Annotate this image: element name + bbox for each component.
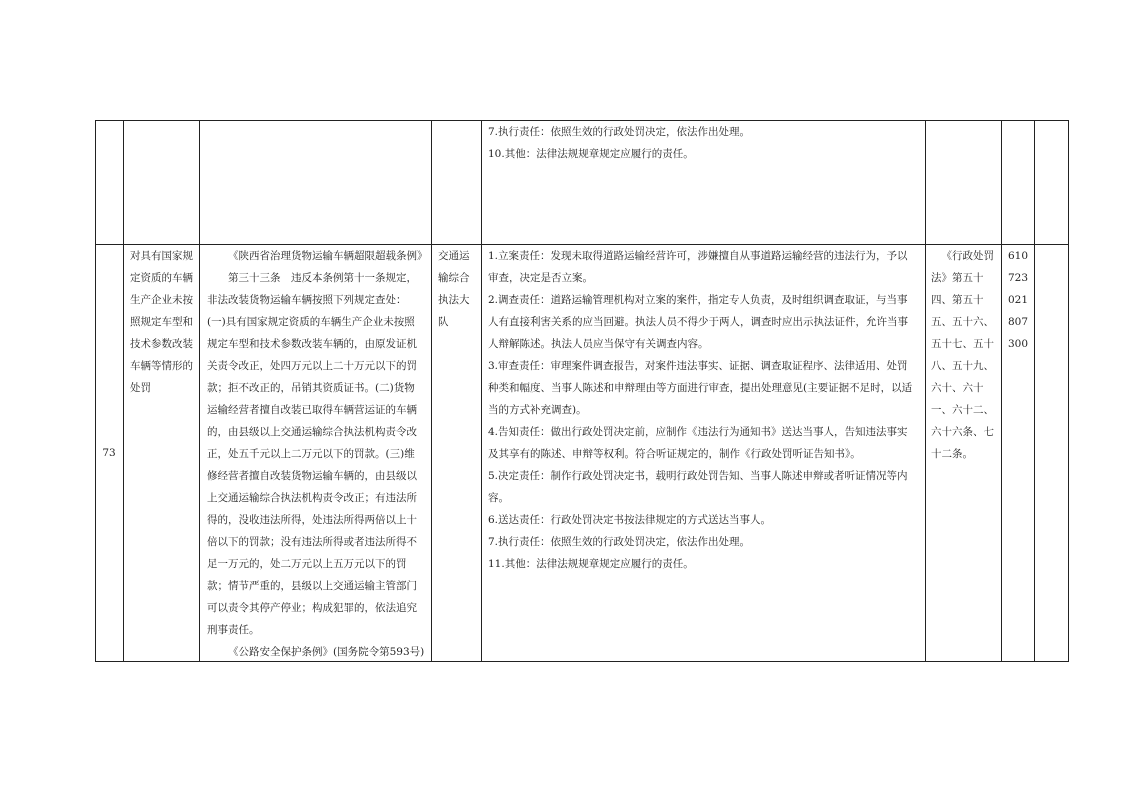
legal-basis-text: [207, 245, 428, 663]
row-number: 73: [102, 447, 116, 459]
responsibility-line: 7.执行责任：依照生效的行政处罚决定，依法作出处理。: [488, 536, 751, 548]
responsibility-line: 6.送达责任：行政处罚决定书按法律规定的方式送达当事人。: [488, 514, 772, 526]
item-code: 610723021807300: [1008, 250, 1029, 350]
responsibility-line: 3.审查责任：审理案件调查报告，对案件违法事实、证据、调查取证程序、法律适用、处罚种类和幅度、当事人陈述和申辩理由等方面进行审查，提出处理意见(主要证据不足时，以适当的方式补充调查)。: [488, 360, 913, 416]
responsibilities: [488, 245, 918, 575]
department: 交通运输综合执法大队: [438, 250, 470, 328]
col-divider: [1034, 120, 1035, 662]
basis-article: 第三十三条 违反本条例第十一条规定，非法改装货物运输车辆按照下列规定查处：(一)具有国家规定资质的车辆生产企业未按照规定车型和技术参数改装车辆的，由原发证机关责令改正，处四万元以上二十万元以下的罚款；拒不改正的，吊销其资质证书。(二)货物运输经营者擅自改装已取得车辆营运证的车辆的，由县级以上交通运输综合执法机构责令改正，处五千元以上二万元以下的罚款。(三)维修经营者擅自改装货物运输车辆的，由县级以上交通运输综合执法机构责令改正；有违法所得的，没收违法所得，处违法所得两倍以上十倍以下的罚款；没有违法所得或者违法所得不足一万元的，处二万元以上五万元以下的罚款；情节严重的，县级以上交通运输主管部门可以责令其停产停业；构成犯罪的，依法追究刑事责任。: [207, 272, 417, 636]
basis-title: 《公路安全保护条例》(国务院令第593号): [228, 646, 425, 658]
enforcement-table: [95, 120, 1069, 662]
col-divider: [431, 120, 432, 662]
responsibility-line: 7.执行责任：依照生效的行政处罚决定，依法作出处理。: [488, 126, 751, 138]
penalty-law-articles: 《行政处罚法》第五十四、第五十五、五十六、五十七、五十八、五十九、六十、六十一、六十二、六十六条、七十二条。: [931, 250, 994, 460]
basis-title: 《陕西省治理货物运输车辆超限超载条例》: [228, 250, 428, 262]
col-divider: [199, 120, 200, 662]
inner-box-top: [199, 120, 432, 121]
responsibility-line: 5.决定责任：制作行政处罚决定书，载明行政处罚告知、当事人陈述申辩或者听证情况等内容。: [488, 470, 908, 504]
responsibility-line: 1.立案责任：发现未取得道路运输经营许可，涉嫌擅自从事道路运输经营的违法行为，予以审查，决定是否立案。: [488, 250, 908, 284]
col-divider: [1068, 120, 1069, 662]
responsibility-line: 10.其他：法律法规规章规定应履行的责任。: [488, 148, 694, 160]
responsibility-line: 11.其他：法律法规规章规定应履行的责任。: [488, 558, 694, 570]
col-divider: [123, 120, 124, 662]
responsibility-line: 2.调查责任：道路运输管理机构对立案的案件，指定专人负责，及时组织调查取证，与当事人有直接利害关系的应当回避。执法人员不得少于两人，调查时应出示执法证件，允许当事人辩解陈述。执法人员应当保守有关调查内容。: [488, 294, 908, 350]
col-divider: [481, 120, 482, 662]
col-divider: [925, 120, 926, 662]
top-row-responsibilities: [488, 121, 918, 165]
responsibility-line: 4.告知责任：做出行政处罚决定前，应制作《违法行为通知书》送达当事人，告知违法事实及其享有的陈述、申辩等权利。符合听证规定的，制作《行政处罚听证告知书》。: [488, 426, 908, 460]
col-divider: [1001, 120, 1002, 662]
col-divider: [95, 120, 96, 662]
item-name: 对具有国家规定资质的车辆生产企业未按照规定车型和技术参数改装车辆等情形的处罚: [130, 250, 193, 394]
